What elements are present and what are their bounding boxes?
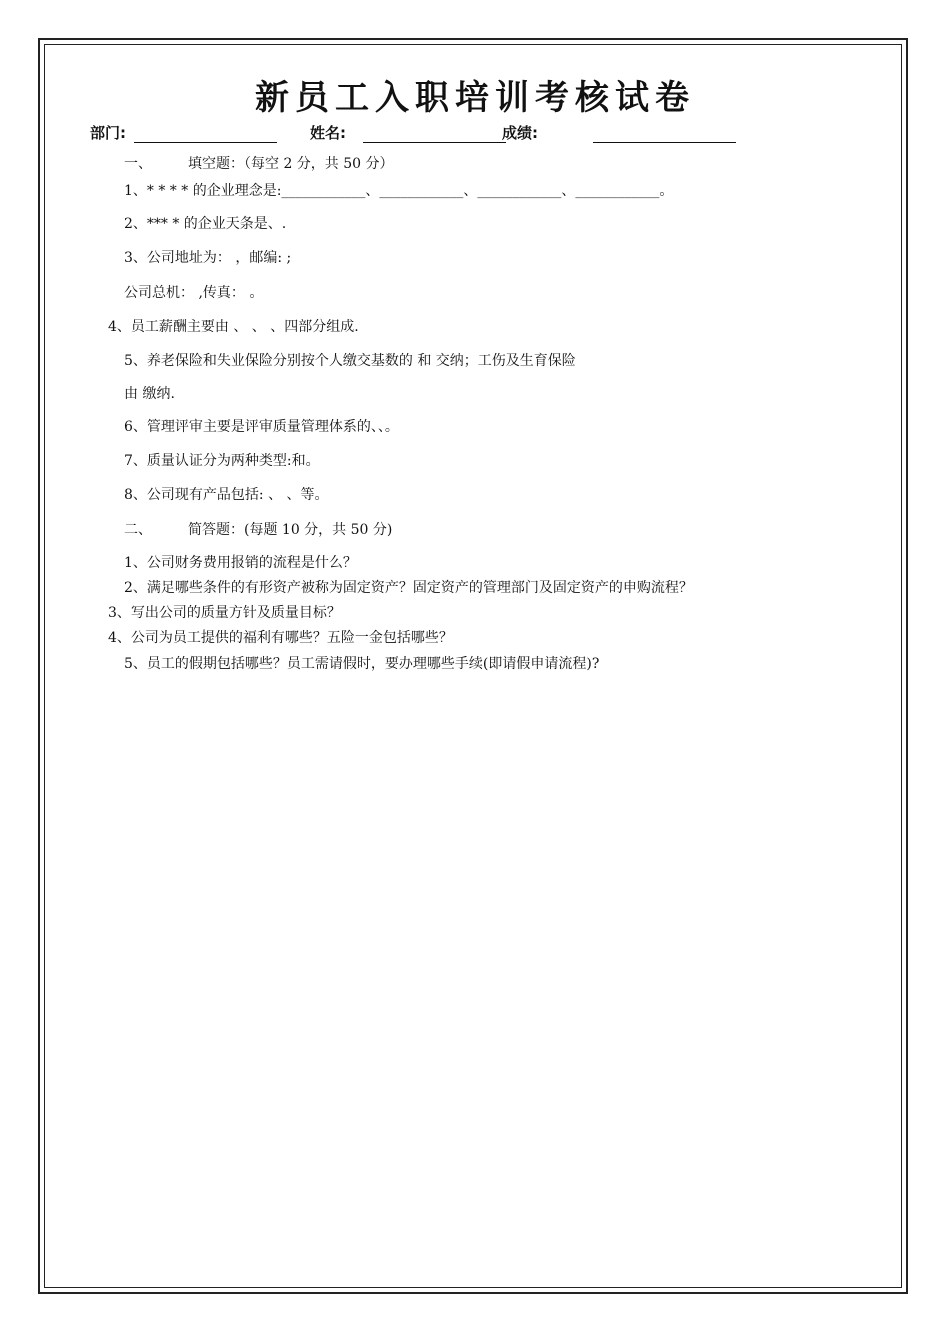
score-label: 成绩: (502, 124, 538, 142)
question-2-4: 4、公司为员工提供的福利有哪些？五险一金包括哪些？ (108, 630, 453, 646)
question-2-5: 5、员工的假期包括哪些？员工需请假时，要办理哪些手续(即请假申请流程)? (124, 656, 600, 672)
question-1-4: 4、员工薪酬主要由 、 、 、四部分组成. (108, 319, 359, 335)
question-1-7: 7、质量认证分为两种类型:和。 (124, 453, 320, 469)
exam-title: 新员工入职培训考核试卷 (255, 78, 695, 118)
question-2-3: 3、写出公司的质量方针及质量目标？ (108, 605, 341, 621)
question-1-3-cont: 公司总机： ,传真： 。 (124, 285, 264, 301)
question-2-1: 1、公司财务费用报销的流程是什么？ (124, 555, 357, 571)
name-blank[interactable] (363, 142, 506, 143)
score-blank[interactable] (593, 142, 736, 143)
section2-title: 简答题：(每题 10 分，共 50 分) (188, 522, 393, 538)
question-1-5: 5、养老保险和失业保险分别按个人缴交基数的 和 交纳；工伤及生育保险 (124, 353, 576, 369)
department-label: 部门: (90, 124, 126, 142)
section2-heading (124, 521, 392, 539)
section1-title: 填空题：（每空 2 分，共 50 分） (188, 156, 394, 172)
department-blank[interactable] (134, 142, 277, 143)
section1-number: 一、 (124, 156, 152, 172)
question-1-2: 2、*** * 的企业天条是、. (124, 216, 287, 232)
question-1-3: 3、公司地址为： ，邮编: ; (124, 250, 292, 266)
section2-number: 二、 (124, 522, 152, 538)
question-1-1: 1、* * * * 的企业理念是:____________、____________、____________、____________。 (124, 183, 674, 199)
section1-heading (124, 155, 394, 173)
name-label: 姓名: (310, 124, 346, 142)
question-1-6: 6、管理评审主要是评审质量管理体系的、、。 (124, 419, 399, 435)
question-1-5-cont: 由 缴纳. (124, 386, 175, 402)
question-1-8: 8、公司现有产品包括: 、 、等。 (124, 487, 329, 503)
question-2-2: 2、满足哪些条件的有形资产被称为固定资产？固定资产的管理部门及固定资产的申购流程？ (124, 580, 693, 596)
